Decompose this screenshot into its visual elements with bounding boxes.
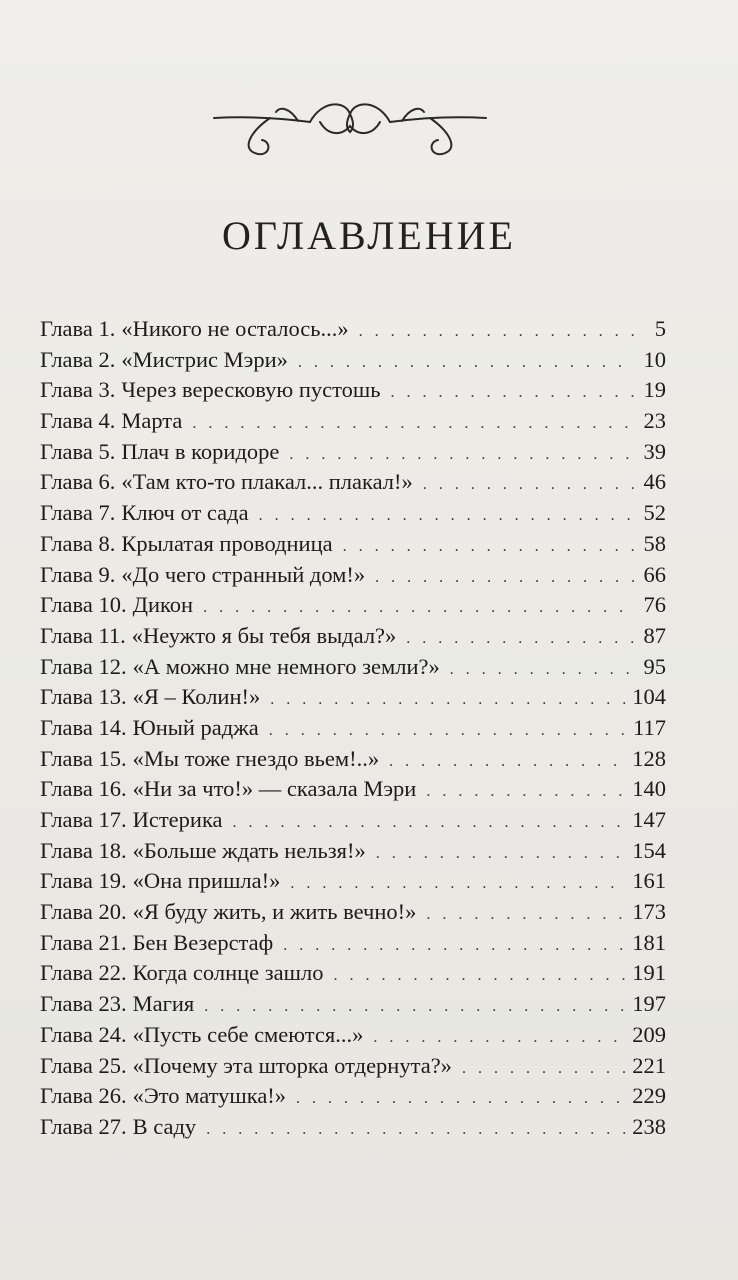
toc-entry (40, 406, 666, 437)
dot-leader (259, 501, 634, 532)
toc-page-number: 197 (632, 991, 666, 1017)
toc-chapter-name: «Я – Колин!» (132, 684, 261, 710)
toc-page-number: 221 (632, 1052, 666, 1078)
toc-chapter-title (40, 897, 416, 928)
toc-chapter-title (40, 958, 323, 989)
toc-chapter-title (40, 498, 249, 529)
toc-entry (40, 836, 666, 867)
toc-chapter-number: Глава 9. (40, 561, 116, 587)
toc-chapter-name: Когда солнце зашло (132, 960, 324, 986)
toc-page-number: 181 (632, 929, 666, 955)
toc-page-number: 128 (632, 745, 666, 771)
toc-chapter-number: Глава 25. (40, 1052, 127, 1078)
toc-page-number: 238 (632, 1113, 666, 1139)
dot-leader (462, 1054, 626, 1085)
toc-chapter-number: Глава 11. (40, 622, 126, 648)
toc-chapter-name: Плач в коридоре (121, 438, 280, 464)
toc-page-number: 104 (632, 684, 666, 710)
dot-leader (192, 409, 634, 440)
toc-chapter-title (40, 836, 366, 867)
toc-chapter-title (40, 866, 280, 897)
toc-chapter-number: Глава 15. (40, 745, 127, 771)
toc-chapter-name: «А можно мне немного земли?» (132, 653, 440, 679)
table-of-contents (40, 314, 666, 1143)
toc-chapter-number: Глава 4. (40, 408, 116, 434)
toc-entry (40, 1051, 666, 1082)
flourish-ornament-icon (210, 92, 490, 162)
dot-leader (206, 1115, 626, 1146)
toc-page-number: 95 (643, 653, 666, 679)
toc-entry (40, 498, 666, 529)
toc-chapter-number: Глава 21. (40, 929, 127, 955)
toc-chapter-title (40, 345, 288, 376)
toc-page-number: 117 (633, 714, 666, 740)
toc-entry (40, 989, 666, 1020)
toc-chapter-title (40, 928, 273, 959)
dot-leader (343, 532, 634, 563)
toc-chapter-number: Глава 23. (40, 991, 127, 1017)
toc-chapter-number: Глава 6. (40, 469, 116, 495)
toc-chapter-name: «Никого не осталось...» (121, 316, 349, 341)
toc-chapter-name: Истерика (132, 807, 223, 832)
toc-chapter-title (40, 652, 440, 683)
toc-entry (40, 590, 666, 621)
dot-leader (290, 869, 626, 900)
dot-leader (333, 961, 626, 992)
toc-page-number: 147 (632, 807, 666, 832)
dot-leader (450, 655, 634, 686)
toc-chapter-title (40, 744, 379, 775)
toc-chapter-name: Дикон (132, 592, 194, 618)
toc-chapter-name: Марта (121, 408, 183, 434)
toc-chapter-title (40, 314, 349, 345)
dot-leader (426, 777, 626, 808)
toc-chapter-name: «Почему эта шторка отдернута?» (132, 1052, 452, 1078)
page-title: ОГЛАВЛЕНИЕ (222, 213, 516, 258)
toc-chapter-number: Глава 8. (40, 530, 116, 556)
toc-entry (40, 560, 666, 591)
toc-chapter-title (40, 406, 182, 437)
toc-chapter-title (40, 989, 194, 1020)
toc-chapter-name: «Я буду жить, и жить вечно!» (132, 899, 417, 925)
toc-chapter-number: Глава 1. (40, 316, 116, 341)
dot-leader (359, 317, 634, 348)
toc-chapter-name: Юный раджа (132, 714, 259, 740)
toc-chapter-title (40, 590, 193, 621)
toc-entry (40, 1020, 666, 1051)
toc-chapter-title (40, 1081, 286, 1112)
toc-chapter-title (40, 1112, 196, 1143)
toc-chapter-name: «Мистрис Мэри» (121, 346, 288, 372)
toc-chapter-number: Глава 24. (40, 1021, 127, 1047)
dot-leader (426, 900, 626, 931)
dot-leader (289, 440, 634, 471)
toc-chapter-number: Глава 12. (40, 653, 127, 679)
toc-entry (40, 1112, 666, 1143)
toc-chapter-name: «Неужто я бы тебя выдал?» (131, 622, 397, 648)
toc-page-number: 173 (632, 899, 666, 925)
toc-chapter-title (40, 437, 279, 468)
toc-chapter-name: Ключ от сада (121, 500, 249, 526)
toc-page-number: 140 (632, 776, 666, 802)
toc-chapter-title (40, 1051, 452, 1082)
toc-page-number: 229 (632, 1083, 666, 1109)
toc-entry (40, 652, 666, 683)
toc-chapter-title (40, 774, 416, 805)
toc-page-number: 10 (643, 346, 666, 372)
dot-leader (390, 378, 634, 409)
toc-chapter-name: Магия (132, 991, 195, 1017)
toc-chapter-number: Глава 19. (40, 868, 127, 894)
toc-entry (40, 314, 666, 345)
toc-chapter-number: Глава 22. (40, 960, 127, 986)
toc-page-number: 87 (643, 622, 666, 648)
toc-chapter-title (40, 560, 365, 591)
toc-page-number: 19 (643, 377, 666, 403)
toc-chapter-number: Глава 7. (40, 500, 116, 526)
toc-chapter-name: «Пусть себе смеются...» (132, 1021, 364, 1047)
toc-entry (40, 467, 666, 498)
toc-entry (40, 682, 666, 713)
toc-chapter-number: Глава 2. (40, 346, 116, 372)
toc-entry (40, 437, 666, 468)
toc-entry (40, 866, 666, 897)
toc-chapter-number: Глава 10. (40, 592, 127, 618)
toc-page-number: 46 (643, 469, 666, 495)
toc-page-number: 23 (643, 408, 666, 434)
toc-entry (40, 375, 666, 406)
toc-chapter-title (40, 713, 259, 744)
dot-leader (373, 1023, 626, 1054)
toc-page-number: 52 (643, 500, 666, 526)
toc-page-number: 154 (632, 837, 666, 863)
toc-entry (40, 713, 666, 744)
toc-chapter-name: «Больше ждать нельзя!» (132, 837, 366, 863)
toc-chapter-name: «Мы тоже гнездо вьем!..» (132, 745, 380, 771)
toc-entry (40, 345, 666, 376)
toc-page-number: 191 (632, 960, 666, 986)
toc-chapter-title (40, 682, 260, 713)
toc-chapter-number: Глава 13. (40, 684, 127, 710)
toc-chapter-number: Глава 20. (40, 899, 127, 925)
dot-leader (203, 593, 634, 624)
toc-entry (40, 958, 666, 989)
toc-chapter-name: Крылатая проводница (121, 530, 333, 556)
toc-chapter-number: Глава 16. (40, 776, 127, 802)
toc-entry (40, 744, 666, 775)
toc-chapter-number: Глава 17. (40, 807, 127, 832)
dot-leader (375, 563, 634, 594)
dot-leader (233, 808, 627, 839)
toc-page-number: 39 (643, 438, 666, 464)
toc-page-number: 58 (643, 530, 666, 556)
dot-leader (270, 685, 626, 716)
toc-chapter-title (40, 805, 223, 836)
toc-chapter-number: Глава 5. (40, 438, 116, 464)
toc-entry (40, 774, 666, 805)
toc-page-number: 161 (632, 868, 666, 894)
toc-entry (40, 529, 666, 560)
toc-page-number: 66 (643, 561, 666, 587)
dot-leader (296, 1084, 626, 1115)
toc-chapter-title (40, 621, 396, 652)
toc-chapter-number: Глава 27. (40, 1113, 127, 1139)
toc-entry (40, 805, 666, 836)
toc-chapter-name: Бен Везерстаф (132, 929, 274, 955)
toc-entry (40, 897, 666, 928)
toc-chapter-title (40, 467, 413, 498)
dot-leader (204, 992, 626, 1023)
toc-chapter-number: Глава 3. (40, 377, 116, 403)
toc-chapter-name: «Ни за что!» — сказала Мэри (132, 776, 417, 802)
toc-chapter-number: Глава 14. (40, 714, 127, 740)
toc-chapter-title (40, 375, 380, 406)
toc-chapter-title (40, 1020, 363, 1051)
toc-entry (40, 1081, 666, 1112)
toc-page-number: 209 (632, 1021, 666, 1047)
dot-leader (298, 348, 634, 379)
toc-chapter-name: В саду (132, 1113, 197, 1139)
toc-chapter-name: Через вересковую пустошь (121, 377, 381, 403)
toc-chapter-name: «Она пришла!» (132, 868, 281, 894)
toc-chapter-name: «До чего странный дом!» (121, 561, 366, 587)
dot-leader (283, 931, 626, 962)
toc-chapter-name: «Это матушка!» (132, 1083, 287, 1109)
toc-page-number: 76 (643, 592, 666, 618)
toc-entry (40, 621, 666, 652)
dot-leader (406, 624, 634, 655)
toc-chapter-title (40, 529, 333, 560)
toc-chapter-name: «Там кто-то плакал... плакал!» (121, 469, 413, 495)
toc-entry (40, 928, 666, 959)
dot-leader (269, 716, 627, 747)
dot-leader (389, 747, 626, 778)
toc-chapter-number: Глава 26. (40, 1083, 127, 1109)
toc-page-number: 5 (654, 316, 666, 341)
toc-chapter-number: Глава 18. (40, 837, 127, 863)
dot-leader (423, 470, 634, 501)
dot-leader (376, 839, 626, 870)
